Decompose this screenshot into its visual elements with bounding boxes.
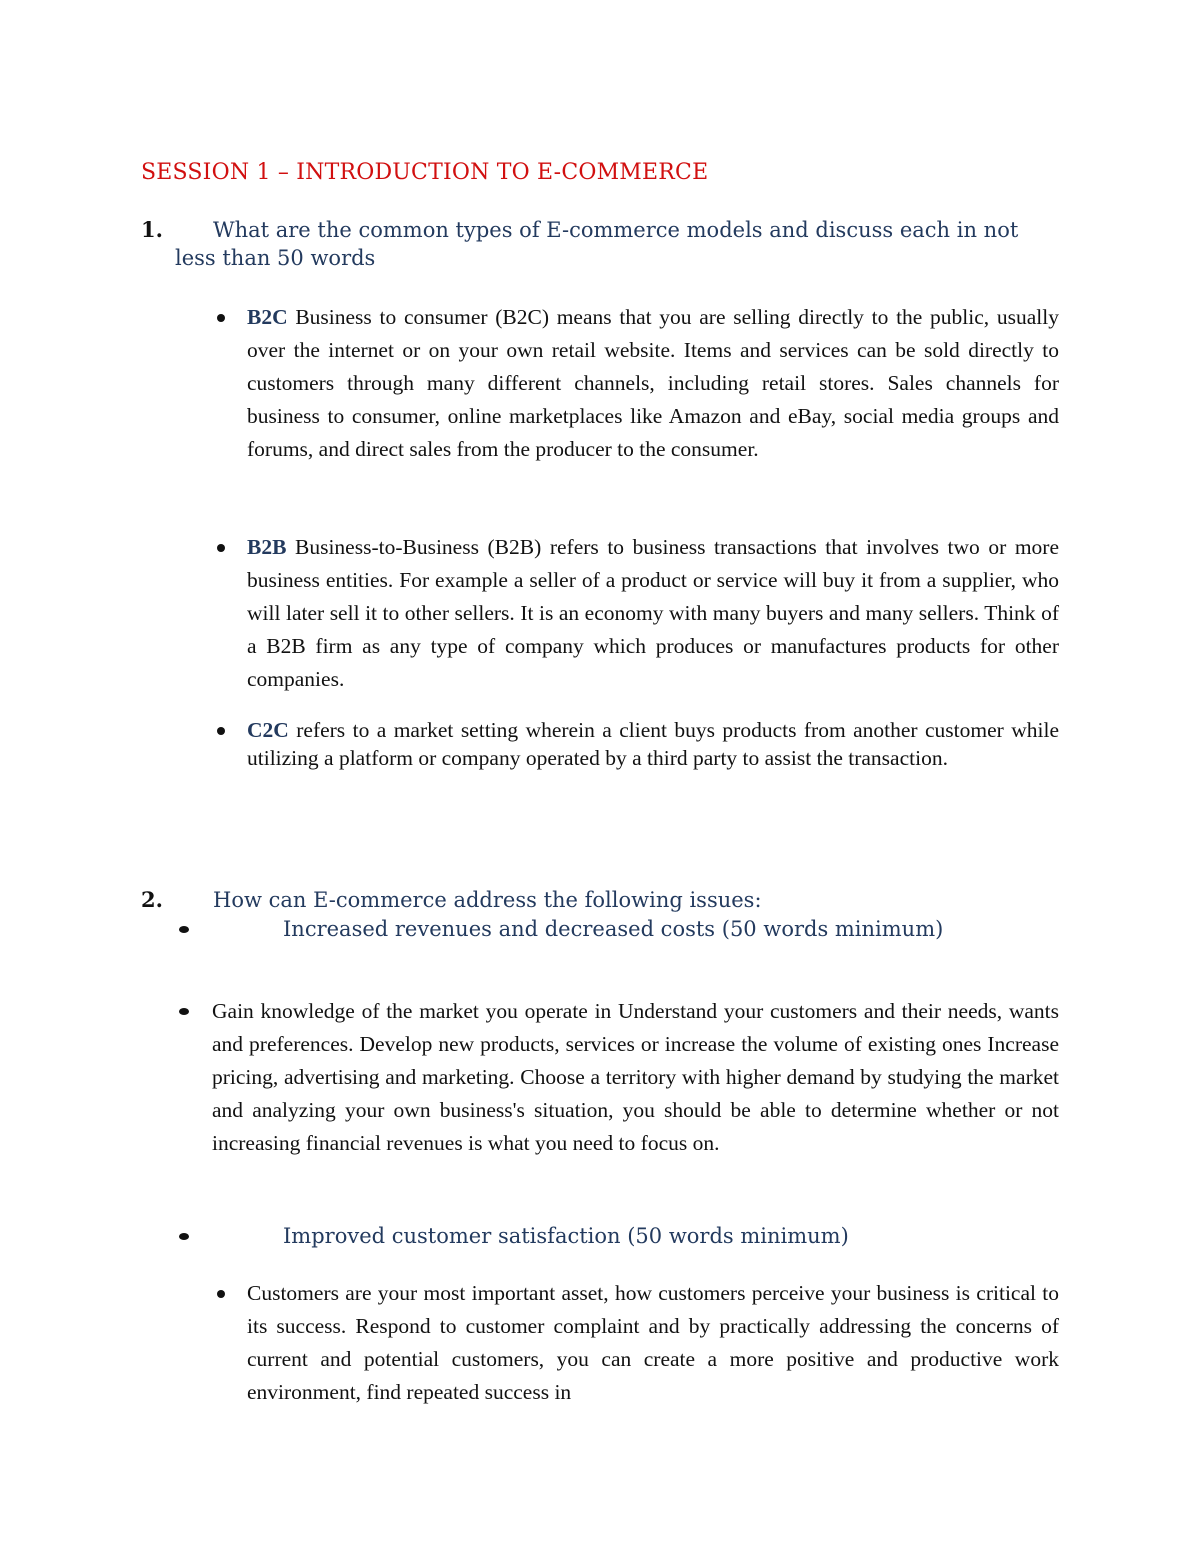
question-text-line2: less than 50 words [175,246,376,270]
model-label: B2B [247,535,287,559]
question-text-line1: What are the common types of E-commerce models and discuss each in not [213,218,1019,242]
model-label: B2C [247,305,288,329]
answer-revenues: Gain knowledge of the market you operate in Understand your customers and their needs, wants and preferences. Develop new products, services or increase the volume of existing ones Increase pricing, advertising and marketing. Choose a territory with higher demand by studying the market and analyzing your own business's situation, you should be able to determine whether or not increasing financial revenues is what you need to focus on. [212,995,1059,1160]
bullet-icon [217,727,225,735]
list-item-b2c [247,301,1059,466]
model-label: C2C [247,718,289,742]
bullet-icon [179,1008,189,1015]
subsection-heading-satisfaction: Improved customer satisfaction (50 words minimum) [283,1222,1063,1250]
answer-satisfaction: Customers are your most important asset, how customers perceive your business is critical to its success. Respond to customer complaint and by practically addressing the concerns of current and potential customers, you can create a more positive and productive work environment, find repeated success in [247,1277,1059,1409]
bullet-icon [179,926,189,933]
question-number: 2. [141,887,163,912]
session-title: SESSION 1 – INTRODUCTION TO E-COMMERCE [141,160,709,185]
question-1 [141,216,1061,272]
question-2 [141,886,1061,914]
bullet-icon [217,314,225,322]
subsection-heading-revenues: Increased revenues and decreased costs (50 words minimum) [283,915,1063,943]
bullet-icon [217,1290,225,1298]
list-item-b2b [247,531,1059,696]
list-item-c2c [247,716,1059,772]
model-description: Business to consumer (B2C) means that you are selling directly to the public, usually over the internet or on your own retail website. Items and services can be sold directly to customers through many different channels, including retail stores. Sales channels for business to consumer, online marketplaces like Amazon and eBay, social media groups and forums, and direct sales from the producer to the consumer. [247,305,1059,461]
bullet-icon [179,1233,189,1240]
model-description: refers to a market setting wherein a client buys products from another customer while utilizing a platform or company operated by a third party to assist the transaction. [247,718,1059,770]
question-text-line1: How can E-commerce address the following issues: [213,888,762,912]
bullet-icon [217,544,225,552]
question-number: 1. [141,217,163,242]
model-description: Business-to-Business (B2B) refers to business transactions that involves two or more business entities. For example a seller of a product or service will buy it from a supplier, who will later sell it to other sellers. It is an economy with many buyers and many sellers. Think of a B2B firm as any type of company which produces or manufactures products for other companies. [247,535,1059,691]
